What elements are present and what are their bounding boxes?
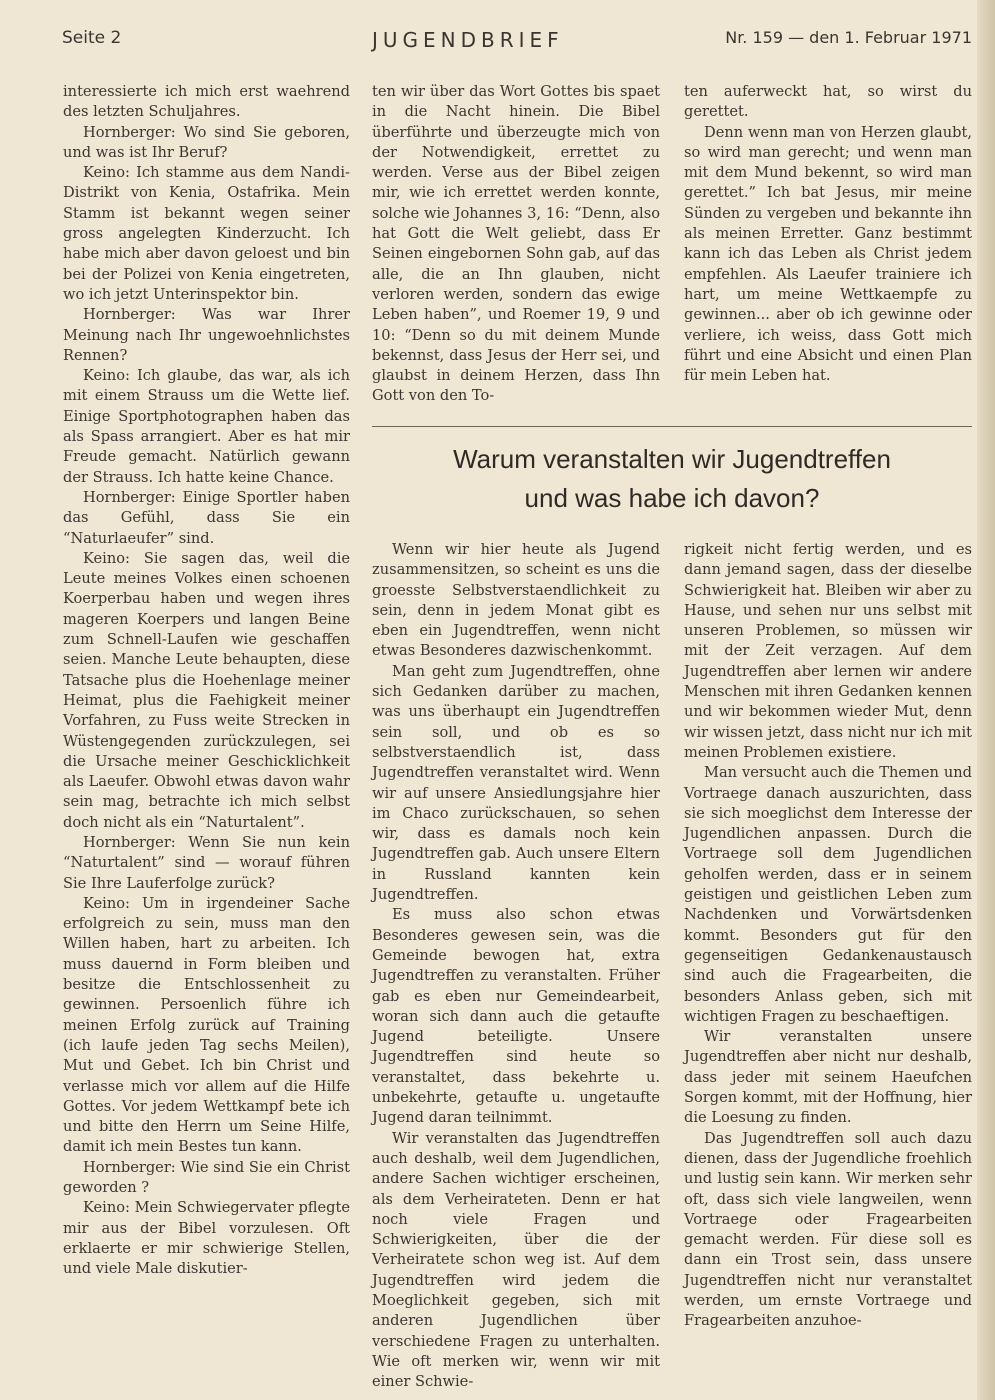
paragraph: rigkeit nicht fertig werden, und es dann jemand sagen, dass der dieselbe Schwierigkeit hat. Bleiben wir aber zu Hause, und sehen nur uns selbst mit unseren Problemen, so müssen wir mit der Zeit verzagen. Auf dem Jugendtreffen aber lernen wir andere Menschen mit ihren Gedanken kennen und wir bekommen wieder Mut, denn wir wissen jetzt, dass nicht nur ich mit meinen Problemen existiere.: [684, 541, 972, 761]
paragraph: ten wir über das Wort Gottes bis spaet in die Nacht hinein. Die Bibel überführte und überzeugte mich von der Notwendigkeit, errettet zu werden. Verse aus der Bibel zeigen mir, wie ich errettet werden konnte, solche wie Johannes 3, 16: “Denn, also hat Gott die Welt geliebt, dass Er Seinen eingebornen Sohn gab, auf das alle, die an Ihn glauben, nicht verloren werden, sondern das ewige Leben haben”, und Roemer 19, 9 und 10: “Denn so du mit deinem Munde bekennst, dass Jesus der Herr sei, und glaubst in deinem Herzen, dass Ihn Gott von den To-: [372, 83, 660, 405]
article-title-line-2: und was habe ich davon?: [524, 483, 820, 513]
interview-column-2: [372, 82, 660, 412]
paragraph: Keino: Mein Schwiegervater pflegte mir aus der Bibel vorzulesen. Oft erklaerte er mir schwierige Stellen, und viele Male diskutier-: [63, 1199, 350, 1278]
paragraph: Man versucht auch die Themen und Vortraege danach auszurichten, dass sie sich moeglichst dem Interesse der Jugendlichen anpassen. Durch die Vortraege soll dem Jugendlichen geholfen werden, dass er in seinem geistigen und geistlichen Leben zum Nachdenken und Vorwärtsdenken kommt. Besonders gut für den gegenseitigen Gedankenaustausch sind auch die Fragearbeiten, die besonders Anlass geben, sich mit wichtigen Fragen zu beschaeftigen.: [684, 764, 972, 1025]
page-number: Seite 2: [62, 28, 122, 48]
issue-date: Nr. 159 — den 1. Februar 1971: [725, 28, 972, 47]
paragraph: Es muss also schon etwas Besonderes gewesen sein, was die Gemeinde bewogen hat, extra Jugendtreffen zu veranstalten. Früher gab es eben nur Gemeindearbeit, woran sich dann auch die getaufte Jugend beteiligte. Unsere Jugendtreffen sind heute so veranstaltet, dass bekehrte u. unbekehrte, getaufte u. ungetaufte Jugend daran teilnimmt.: [372, 906, 660, 1127]
paragraph: Denn wenn man von Herzen glaubt, so wird man gerecht; und wenn man mit dem Mund bekennt, so wird man gerettet.” Ich bat Jesus, mir meine Sünden zu vergeben und bekannte ihn als meinen Erretter. Ganz bestimmt kann ich das Leben als Christ jedem empfehlen. Als Laeufer trainiere ich hart, um meine Wettkaempfe zu gewinnen... aber ob ich gewinne oder verliere, ich weiss, dass Gott mich führt und eine Absicht und einen Plan für mein Leben hat.: [684, 123, 972, 385]
page-edge: [977, 0, 995, 1400]
interview-column-3: [684, 82, 972, 412]
paragraph: Keino: Sie sagen das, weil die Leute meines Volkes einen schoenen Koerperbau haben und wegen ihres mageren Koerpers und langen Beine zum Schnell-Laufen wie geschaffen seien. Manche Leute behaupten, diese Tatsache plus die Hoehenlage meiner Heimat, plus die Faehigkeit meiner Vorfahren, zu Fuss weite Strecken in Wüstengegenden zurückzulegen, sei die Ursache meiner Geschicklichkeit als Laeufer. Obwohl etwas davon wahr sein mag, betrachte ich mich selbst doch nicht als ein “Naturtalent”.: [63, 549, 350, 831]
paragraph: Hornberger: Wo sind Sie geboren, und was ist Ihr Beruf?: [63, 123, 350, 161]
paragraph: ten auferweckt hat, so wirst du gerettet.: [684, 83, 972, 121]
paragraph: Hornberger: Einige Sportler haben das Gefühl, dass Sie ein “Naturlaeufer” sind.: [63, 488, 350, 547]
paragraph: Keino: Ich glaube, das war, als ich mit einem Strauss um die Wette lief. Einige Sportphotographen haben das als Spass arrangiert. Aber es hat mir Freude gemacht. Natürlich gewann der Strauss. Ich hatte keine Chance.: [63, 367, 350, 486]
article-column-1: [372, 540, 660, 1391]
paragraph: Keino: Um in irgendeiner Sache erfolgreich zu sein, muss man den Willen haben, hart zu arbeiten. Ich muss dauernd in Form bleiben und besitze die Entschlossenheit zu gewinnen. Persoenlich führe ich meinen Erfolg zurück auf Training (ich laufe jeden Tag sechs Meilen), Mut und Gebet. Ich bin Christ und verlasse mich vor allem auf die Hilfe Gottes. Vor jedem Wettkampf bete ich und bitte den Herrn um Seine Hilfe, damit ich mein Bestes tun kann.: [63, 894, 350, 1156]
page-header: [62, 28, 972, 56]
paragraph: Das Jugendtreffen soll auch dazu dienen, dass der Jugendliche froehlich und lustig sein kann. Wir merken sehr oft, dass sich viele langweilen, wenn Vortraege oder Fragearbeiten gemacht werden. Für diese soll es dann ein Trost sein, dass unsere Jugendtreffen nicht nur veranstaltet werden, um ernste Vortraege und Fragearbeiten anzuhoe-: [684, 1129, 972, 1330]
article-title-line-1: Warum veranstalten wir Jugendtreffen: [453, 444, 891, 474]
masthead: JUGENDBRIEF: [372, 28, 564, 52]
article-title: [372, 440, 972, 518]
section-divider: [372, 426, 972, 427]
paragraph: Hornberger: Was war Ihrer Meinung nach Ihr ungewoehnlichstes Rennen?: [63, 306, 350, 364]
paragraph: Hornberger: Wie sind Sie ein Christ geworden ?: [63, 1158, 350, 1197]
interview-column-1: [63, 82, 350, 1372]
paragraph: interessierte ich mich erst waehrend des letzten Schuljahres.: [63, 83, 350, 121]
paragraph: Wir veranstalten unsere Jugendtreffen aber nicht nur deshalb, dass jeder mit seinem Haeufchen Sorgen kommt, mit der Hoffnung, hier die Loesung zu finden.: [684, 1028, 972, 1127]
paragraph: Wenn wir hier heute als Jugend zusammensitzen, so scheint es uns die groesste Selbstverstaendlichkeit zu sein, denn in jedem Monat gibt es eben ein Jugendtreffen, wenn nicht etwas Besonderes dazwischenkommt.: [372, 541, 660, 660]
paragraph: Hornberger: Wenn Sie nun kein “Naturtalent” sind — worauf führen Sie Ihre Lauferfolge zurück?: [63, 833, 350, 892]
paragraph: Wir veranstalten das Jugendtreffen auch deshalb, weil dem Jugendlichen, andere Sachen wichtiger erscheinen, als dem Verheirateten. Denn er hat noch viele Fragen und Schwierigkeiten, über die der Verheiratete schon weg ist. Auf dem Jugendtreffen wird jedem die Moeglichkeit gegeben, sich mit anderen Jugendlichen über verschiedene Fragen zu unterhalten. Wie oft merken wir, wenn wir mit einer Schwie-: [372, 1129, 660, 1391]
article-column-2: [684, 540, 972, 1380]
paragraph: Man geht zum Jugendtreffen, ohne sich Gedanken darüber zu machen, was uns überhaupt ein Jugendtreffen sein soll, und ob es so selbstverstaendlich ist, dass Jugendtreffen veranstaltet wird. Wenn wir auf unsere Ansiedlungsjahre hier im Chaco zurückschauen, so sehen wir, dass es damals noch kein Jugendtreffen gab. Auch unsere Eltern in Russland kannten kein Jugendtreffen.: [372, 662, 660, 904]
paragraph: Keino: Ich stamme aus dem Nandi-Distrikt von Kenia, Ostafrika. Mein Stamm ist bekannt wegen seiner gross angelegten Kinderzucht. Ich habe mich aber davon geloest und bin bei der Polizei von Kenia eingetreten, wo ich jetzt Unterinspektor bin.: [63, 164, 350, 303]
